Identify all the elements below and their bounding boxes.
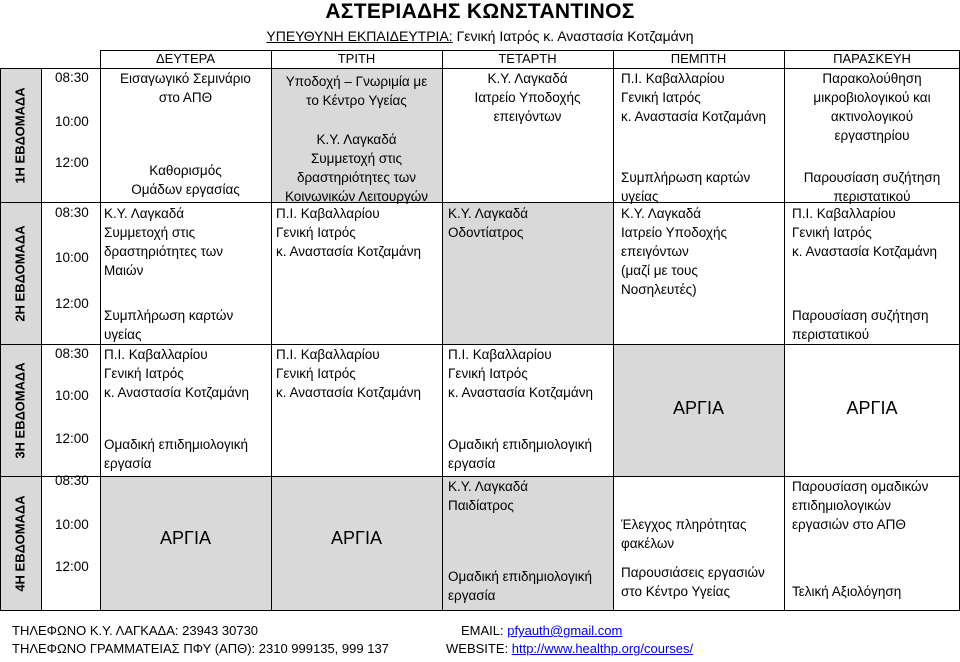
- w1-tue-morning: [271, 72, 442, 110]
- cell-line: Ομάδων εργασίας: [131, 182, 240, 197]
- cell-line: Κ.Υ. Λαγκαδά: [621, 206, 702, 221]
- w3-fri-holiday: ΑΡΓΙΑ: [846, 398, 898, 418]
- cell-line: Παρουσίαση συζήτηση: [792, 308, 929, 323]
- cell-line: Γενική Ιατρός: [792, 225, 872, 240]
- time-slot: 10:00: [55, 388, 89, 403]
- cell-line: Συμπλήρωση καρτών: [621, 170, 751, 185]
- cell-line: Κ.Υ. Λαγκαδά: [448, 206, 529, 221]
- time-slot: 10:00: [55, 517, 89, 532]
- email-link[interactable]: pfyauth@gmail.com: [507, 623, 623, 638]
- cell-line: υγείας: [104, 327, 142, 342]
- w1-wed: [442, 69, 613, 126]
- footer-phone-ky: ΤΗΛΕΦΩΝΟ Κ.Υ. ΛΑΓΚΑΔΑ: 23943 30730: [12, 623, 259, 638]
- w1-mon-noon: [100, 161, 271, 199]
- week-label-2-text: 2Η ΕΒΔΟΜΑΔΑ: [12, 224, 28, 322]
- cell-line: κ. Αναστασία Κοτζαμάνη: [448, 385, 593, 400]
- cell-line: Τελική Αξιολόγηση: [792, 584, 902, 599]
- w3-mon-morning: [104, 345, 271, 402]
- w3-mon-noon: [104, 435, 271, 473]
- week-label-4: [0, 476, 40, 610]
- col-divider-week: [41, 68, 42, 611]
- week-label-3: [0, 344, 40, 476]
- cell-line: δραστηριότητες των: [296, 170, 417, 185]
- time-slot: 12:00: [55, 431, 89, 446]
- cell-line: Κ.Υ. Λαγκαδά: [487, 71, 568, 86]
- w2-mon-morning: [104, 204, 271, 280]
- w1-mon-morning: [100, 69, 271, 107]
- day-header-monday: ΔΕΥΤΕΡΑ: [155, 51, 215, 66]
- cell-line: εργασία: [448, 588, 496, 603]
- cell-line: στο ΑΠΘ: [158, 90, 213, 105]
- schedule-table: [0, 50, 960, 611]
- cell-line: Ιατρείο Υποδοχής: [474, 90, 581, 105]
- cell-line: εργασία: [448, 456, 496, 471]
- cell-line: (μαζί με τους: [621, 263, 698, 278]
- supervisor-label: ΥΠΕΥΘΥΝΗ ΕΚΠΑΙΔΕΥΤΡΙΑ:: [266, 28, 453, 44]
- email-label: EMAIL:: [461, 623, 504, 638]
- cell-line: εργαστηρίου: [834, 128, 910, 143]
- cell-line: Παρακολούθηση: [822, 71, 922, 86]
- table-bottom-border: [0, 610, 960, 611]
- cell-line: το Κέντρο Υγείας: [306, 93, 407, 108]
- time-slot: 12:00: [55, 559, 89, 574]
- footer-email: [461, 623, 622, 638]
- cell-line: περιστατικού: [833, 189, 911, 204]
- cell-line: ακτινολογικού: [830, 109, 914, 124]
- cell-line: κ. Αναστασία Κοτζαμάνη: [276, 385, 421, 400]
- cell-line: Π.Ι. Καβαλλαρίου: [276, 206, 380, 221]
- week-label-4-text: 4Η ΕΒΔΟΜΑΔΑ: [12, 494, 28, 592]
- w2-mon-noon: [104, 306, 271, 344]
- cell-line: Παρουσιάσεις εργασιών: [621, 565, 765, 580]
- cell-line: Υποδοχή – Γνωριμία με: [285, 74, 428, 89]
- cell-line: Παιδίατρος: [448, 498, 514, 513]
- cell-line: επειγόντων: [621, 244, 689, 259]
- cell-line: Γενική Ιατρός: [276, 366, 356, 381]
- cell-line: Γενική Ιατρός: [448, 366, 528, 381]
- cell-line: Π.Ι. Καβαλλαρίου: [104, 347, 208, 362]
- cell-line: κ. Αναστασία Κοτζαμάνη: [792, 244, 937, 259]
- col-divider-time: [100, 50, 101, 611]
- page-title: ΑΣΤΕΡΙΑΔΗΣ ΚΩΝΣΤΑΝΤΙΝΟΣ: [325, 0, 635, 23]
- cell-line: στο Κέντρο Υγείας: [621, 584, 730, 599]
- cell-line: περιστατικού: [792, 327, 870, 342]
- w1-fri-noon: [784, 168, 960, 206]
- time-slot: 08:30: [55, 473, 89, 488]
- w1-fri-morning: [784, 69, 960, 145]
- w4-fri-noon: [792, 582, 960, 601]
- cell-line: Π.Ι. Καβαλλαρίου: [621, 71, 725, 86]
- cell-line: Ομαδική επιδημιολογική: [448, 437, 593, 452]
- cell-line: κ. Αναστασία Κοτζαμάνη: [621, 109, 766, 124]
- cell-line: Παρουσίαση ομαδικών: [792, 479, 929, 494]
- cell-line: Γενική Ιατρός: [104, 366, 184, 381]
- cell-line: επειγόντων: [493, 109, 562, 124]
- cell-line: μικροβιολογικού και: [813, 90, 931, 105]
- w3-tue: [276, 345, 442, 402]
- time-slot: 12:00: [55, 296, 89, 311]
- time-slot: 10:00: [55, 114, 89, 129]
- week-label-2: [0, 202, 40, 344]
- supervisor-value: Γενική Ιατρός κ. Αναστασία Κοτζαμάνη: [456, 28, 694, 44]
- day-header-thursday: ΠΕΜΠΤΗ: [670, 51, 727, 66]
- footer-website: [446, 641, 693, 656]
- week-label-3-text: 3Η ΕΒΔΟΜΑΔΑ: [12, 361, 28, 459]
- cell-line: Συμμετοχή στις: [310, 151, 403, 166]
- w4-wed-noon: [448, 567, 613, 605]
- cell-line: Γενική Ιατρός: [621, 90, 701, 105]
- cell-line: Παρουσίαση συζήτηση: [803, 170, 941, 185]
- cell-line: Π.Ι. Καβαλλαρίου: [448, 347, 552, 362]
- day-header-tuesday: ΤΡΙΤΗ: [337, 51, 376, 66]
- cell-line: Συμπλήρωση καρτών: [104, 308, 234, 323]
- cell-line: Κοινωνικών Λειτουργών: [284, 189, 429, 204]
- w2-fri-noon: [792, 306, 960, 344]
- week-label-1: [0, 68, 40, 202]
- cell-line: Καθορισμός: [149, 163, 222, 178]
- website-label: WEBSITE:: [446, 641, 509, 656]
- cell-line: υγείας: [621, 189, 659, 204]
- w4-mon-holiday: ΑΡΓΙΑ: [160, 528, 211, 548]
- w3-thu-holiday: ΑΡΓΙΑ: [673, 398, 724, 418]
- w4-tue-holiday: ΑΡΓΙΑ: [331, 528, 382, 548]
- cell-line: Ιατρείο Υποδοχής: [621, 225, 727, 240]
- day-header-wednesday: ΤΕΤΑΡΤΗ: [498, 51, 557, 66]
- cell-line: Κ.Υ. Λαγκαδά: [448, 479, 529, 494]
- w1-thu-noon: [621, 168, 784, 206]
- w2-thu: [621, 204, 784, 299]
- cell-line: εργασιών στο ΑΠΘ: [792, 517, 906, 532]
- cell-line: Κ.Υ. Λαγκαδά: [316, 132, 397, 147]
- w4-thu-morning: [621, 515, 784, 553]
- w4-wed-morning: [448, 477, 613, 515]
- cell-line: Οδοντίατρος: [448, 225, 524, 240]
- cell-line: Μαιών: [104, 263, 144, 278]
- w2-fri-morning: [792, 204, 960, 261]
- w2-tue: [276, 204, 442, 261]
- cell-line: εργασία: [104, 456, 152, 471]
- cell-line: Νοσηλευτές): [621, 282, 697, 297]
- col-divider-wed: [613, 50, 614, 611]
- cell-line: επιδημιολογικών: [792, 498, 892, 513]
- w4-thu-noon: [621, 563, 784, 601]
- time-slot: 08:30: [55, 70, 89, 85]
- cell-line: Γενική Ιατρός: [276, 225, 356, 240]
- cell-line: Έλεγχος πληρότητας: [621, 517, 747, 532]
- time-slot: 12:00: [55, 155, 89, 170]
- w1-thu-morning: [621, 69, 784, 126]
- week-label-1-text: 1Η ΕΒΔΟΜΑΔΑ: [12, 86, 28, 184]
- footer-phone-secretary: ΤΗΛΕΦΩΝΟ ΓΡΑΜΜΑΤΕΙΑΣ ΠΦΥ (ΑΠΘ): 2310 999135, 999 137: [12, 641, 389, 656]
- w4-fri-morning: [792, 477, 960, 534]
- cell-line: κ. Αναστασία Κοτζαμάνη: [276, 244, 421, 259]
- w3-wed-noon: [448, 435, 613, 473]
- cell-line: Π.Ι. Καβαλλαρίου: [276, 347, 380, 362]
- cell-line: κ. Αναστασία Κοτζαμάνη: [104, 385, 249, 400]
- cell-line: Κ.Υ. Λαγκαδά: [104, 206, 185, 221]
- cell-line: Εισαγωγικό Σεμινάριο: [120, 71, 251, 86]
- page-subtitle: [0, 28, 960, 44]
- time-slot: 10:00: [55, 250, 89, 265]
- cell-line: Ομαδική επιδημιολογική: [104, 437, 249, 452]
- cell-line: Συμμετοχή στις: [104, 225, 196, 240]
- time-slot: 08:30: [55, 346, 89, 361]
- cell-line: φακέλων: [621, 536, 675, 551]
- website-link[interactable]: http://www.healthp.org/courses/: [511, 641, 694, 656]
- w2-wed: [448, 204, 613, 242]
- time-slot: 08:30: [55, 205, 89, 220]
- cell-line: Π.Ι. Καβαλλαρίου: [792, 206, 896, 221]
- w1-tue-noon: [271, 130, 442, 206]
- cell-line: Ομαδική επιδημιολογική: [448, 569, 593, 584]
- col-divider-tue: [442, 50, 443, 611]
- cell-line: δραστηριότητες των: [104, 244, 224, 259]
- w3-wed-morning: [448, 345, 613, 402]
- day-header-friday: ΠΑΡΑΣΚΕΥΗ: [833, 51, 911, 66]
